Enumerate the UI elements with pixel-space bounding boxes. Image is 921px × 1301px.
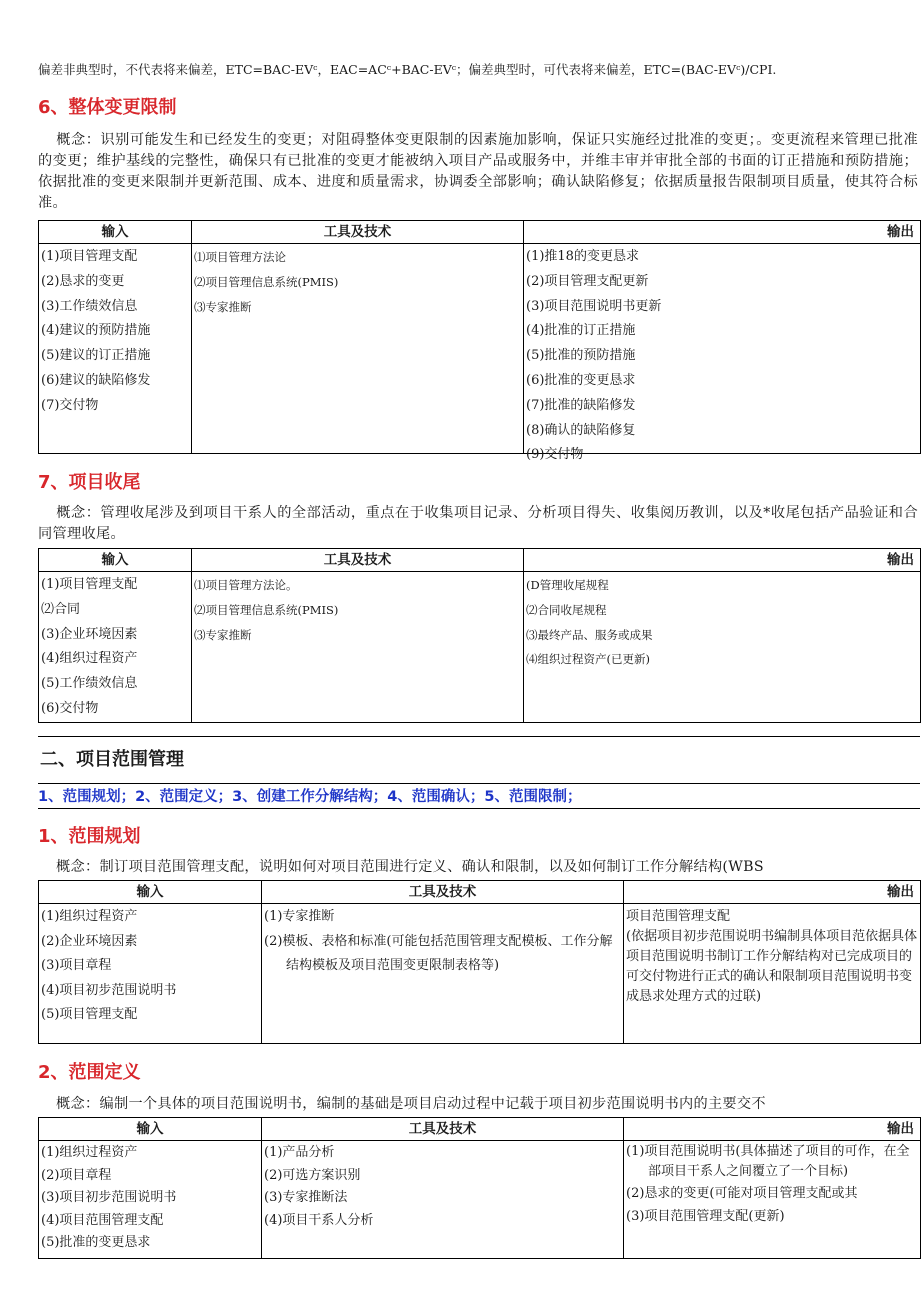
output-item: (5)批准的预防措施 <box>526 348 636 364</box>
tool-item: (2)模板、表格和标准(可能包括范围管理支配模板、工作分解结构模板及项目范围变更限制表格等) <box>264 933 613 973</box>
input-item: (4)项目范围管理支配 <box>41 1212 164 1228</box>
tool-item: ⑶专家推断 <box>194 299 252 314</box>
cell-outputs <box>524 572 921 723</box>
input-item: (2)恳求的变更 <box>41 273 125 289</box>
input-item: (5)工作绩效信息 <box>41 676 138 692</box>
output-item: 项目范围管理支配 <box>626 909 731 924</box>
input-item: (6)交付物 <box>41 700 99 716</box>
part2-title: 二、项目范围管理 <box>40 749 184 770</box>
tool-item: ⑵项目管理信息系统(PMIS) <box>194 274 339 289</box>
concept-r1-text: 概念：制订项目范围管理支配，说明如何对项目范围进行定义、确认和限制，以及如何制订工作分解结构(WBS <box>56 859 764 875</box>
output-item: (4)批准的订正措施 <box>526 323 636 339</box>
cell-tools <box>192 572 524 723</box>
input-item: (6)建议的缺陷修发 <box>41 372 151 388</box>
header-tools: 工具及技术 <box>192 549 524 572</box>
output-item: (1)推18的变更恳求 <box>526 249 639 264</box>
table-s7 <box>38 548 921 723</box>
tool-item: (2)可选方案识别 <box>264 1167 361 1183</box>
header-input: 输入 <box>39 1118 262 1141</box>
header-tools: 工具及技术 <box>262 881 624 904</box>
concept-r2 <box>38 1094 918 1115</box>
tool-item: (1)专家推断 <box>264 909 335 924</box>
header-input: 输入 <box>39 881 262 904</box>
cell-inputs <box>39 1141 262 1259</box>
input-item: (5)项目管理支配 <box>41 1007 138 1022</box>
tool-item: (4)项目干系人分析 <box>264 1212 374 1228</box>
header-input: 输入 <box>39 549 192 572</box>
input-item: (4)组织过程资产 <box>41 651 138 667</box>
output-item: (8)确认的缺陷修复 <box>526 422 636 438</box>
output-item: (6)批准的变更恳求 <box>526 372 636 388</box>
cell-outputs <box>624 1141 921 1259</box>
tool-item: ⑵项目管理信息系统(PMIS) <box>194 602 339 617</box>
output-item: (2)恳求的变更(可能对项目管理支配或其 <box>626 1186 858 1201</box>
output-item: (2)项目管理支配更新 <box>526 273 649 289</box>
tool-item: ⑴项目管理方法论 <box>194 250 286 264</box>
input-item: (2)项目章程 <box>41 1167 112 1183</box>
tool-item: ⑴项目管理方法论。 <box>194 578 298 592</box>
concept-s6 <box>38 130 918 214</box>
output-item: ⑵合同收尾规程 <box>526 602 607 617</box>
output-item: ⑷组织过程资产(已更新) <box>526 652 650 667</box>
heading-s6: 6、整体变更限制 <box>38 97 177 118</box>
output-item: (1)项目范围说明书(具体描述了项目的可作，在全部项目干系人之间覆立了一个目标) <box>626 1144 910 1179</box>
cell-outputs <box>624 904 921 1044</box>
input-item: (3)项目章程 <box>41 958 112 973</box>
concept-r2-text: 概念：编制一个具体的项目范围说明书，编制的基础是项目启动过程中记载于项目初步范围说明书内的主要交不 <box>56 1096 766 1112</box>
part2-process-list: 1、范围规划；2、范围定义；3、创建工作分解结构；4、范围确认；5、范围限制； <box>38 786 920 809</box>
cell-inputs <box>39 904 262 1044</box>
cell-tools <box>192 244 524 454</box>
input-item: (3)项目初步范围说明书 <box>41 1190 177 1205</box>
concept-r1 <box>38 857 918 878</box>
input-item: (3)工作绩效信息 <box>41 298 138 314</box>
cell-outputs <box>524 244 921 463</box>
input-item: (1)项目管理支配 <box>41 249 138 264</box>
header-input: 输入 <box>39 221 192 244</box>
heading-r1: 1、范围规划 <box>38 826 141 847</box>
input-item: (2)企业环境因素 <box>41 933 138 949</box>
input-item: (5)批准的变更恳求 <box>41 1235 151 1250</box>
cell-tools <box>262 1141 624 1259</box>
header-tools: 工具及技术 <box>192 221 524 244</box>
cell-inputs <box>39 572 192 723</box>
header-output: 输出 <box>524 549 921 572</box>
concept-s7-text: 概念：管理收尾涉及到项目干系人的全部活动，重点在于收集项目记录、分析项目得失、收集阅历教训，以及*收尾包括产品验证和合同管理收尾。 <box>38 505 918 542</box>
output-item: ⑶最终产品、服务或成果 <box>526 627 653 642</box>
cell-inputs <box>39 244 192 454</box>
header-tools: 工具及技术 <box>262 1118 624 1141</box>
output-item: (7)批准的缺陷修发 <box>526 397 636 413</box>
input-item: (4)项目初步范围说明书 <box>41 982 177 998</box>
top-formula-line: 偏差非典型时，不代表将来偏差，ETC=BAC-EVᶜ，EAC=ACᶜ+BAC-EVᶜ；偏差典型时，可代表将来偏差，ETC=(BAC-EVᶜ)/CPI. <box>38 62 777 77</box>
header-output: 输出 <box>624 881 921 904</box>
heading-s7: 7、项目收尾 <box>38 472 141 493</box>
input-item: (3)企业环境因素 <box>41 626 138 642</box>
input-item: (7)交付物 <box>41 397 99 413</box>
input-item: (4)建议的预防措施 <box>41 323 151 339</box>
cell-tools <box>262 904 624 1044</box>
table-s6 <box>38 220 921 463</box>
tool-item: (1)产品分析 <box>264 1145 335 1160</box>
output-item: (3)项目范围管理支配(更新) <box>626 1209 785 1224</box>
header-output: 输出 <box>624 1118 921 1141</box>
output-item: (9)交付物 <box>526 447 584 463</box>
table-r1 <box>38 880 921 1044</box>
part2-title-box <box>38 736 920 784</box>
tool-item: (3)专家推断法 <box>264 1190 348 1205</box>
output-item: (依据项目初步范围说明书编制具体项目范依据具体项目范围说明书制订工作分解结构对已完成项目的可交付物进行正式的确认和限制项目范围说明书变成恳求处理方式的过联) <box>626 929 918 1004</box>
table-r2 <box>38 1117 921 1259</box>
header-output: 输出 <box>524 221 921 244</box>
output-item: (D管理收尾规程 <box>526 578 609 592</box>
input-item: (1)项目管理支配 <box>41 577 138 592</box>
concept-s6-text: 概念：识别可能发生和已经发生的变更；对阻碍整体变更限制的因素施加影响，保证只实施经过批准的变更；。变更流程来管理已批准的变更；维护基线的完整性，确保只有已批准的变更才能被纳入项目产品或服务中，并维丰审并审批全部的书面的订正措施和预防措施；依据批准的变更来限制并更新范围、成本、进度和质量需求，协调委全部影响；确认缺陷修复；依据质量报告限制项目质量，使其符合标准。 <box>38 132 918 211</box>
input-item: (5)建议的订正措施 <box>41 348 151 364</box>
input-item: (1)组织过程资产 <box>41 1145 138 1160</box>
tool-item: ⑶专家推断 <box>194 627 252 642</box>
input-item: (1)组织过程资产 <box>41 909 138 924</box>
concept-s7 <box>38 503 918 545</box>
output-item: (3)项目范围说明书更新 <box>526 298 662 314</box>
heading-r2: 2、范围定义 <box>38 1062 141 1083</box>
input-item: ⑵合同 <box>41 601 81 617</box>
